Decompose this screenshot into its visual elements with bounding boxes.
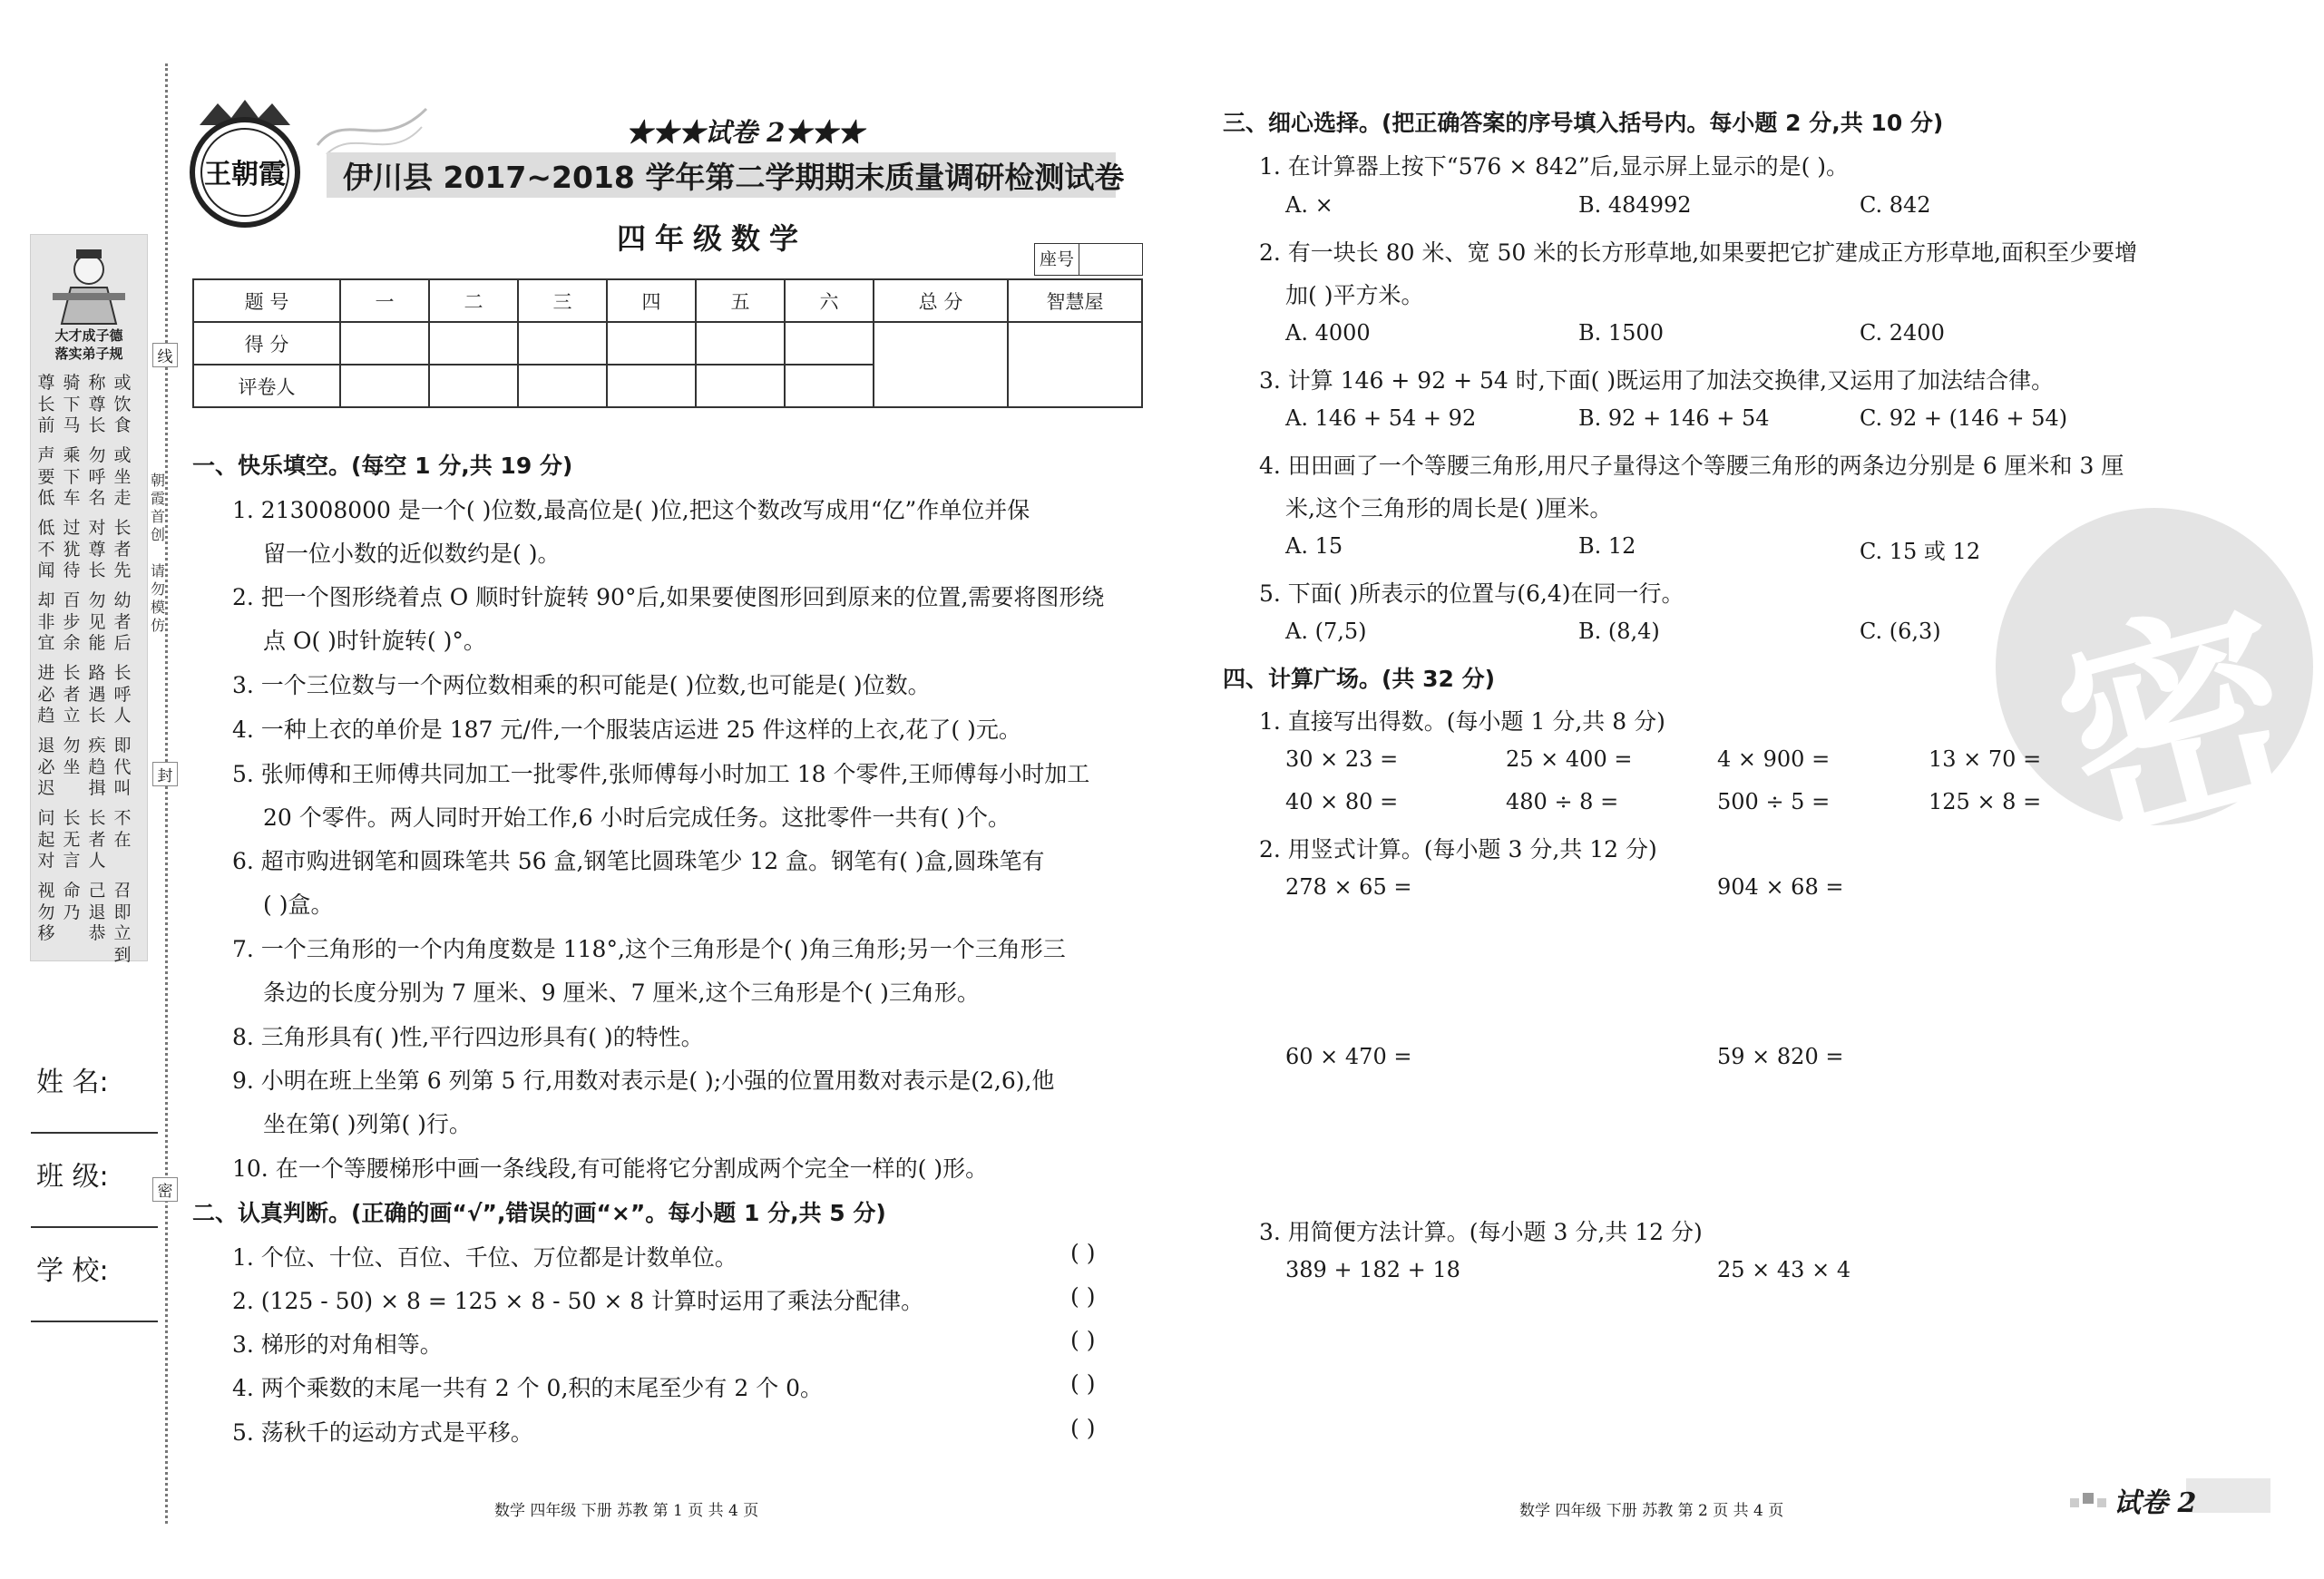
corner-band [2186, 1478, 2270, 1513]
poem-column: 命乃 [63, 881, 81, 922]
table-header-cell: 三 [518, 279, 607, 322]
simplify-calc-item: 389 + 182 + 18 [1285, 1257, 1460, 1282]
table-header-row [193, 279, 1142, 322]
poem-column: 即代叫 [113, 736, 132, 798]
fill-question-line: 4. 一种上衣的单价是 187 元/件,一个服装店运进 25 件这样的上衣,花了( )元。 [232, 716, 1021, 743]
choice-option[interactable]: C. 92 + (146 + 54) [1860, 405, 2068, 431]
bonus-cell[interactable] [1008, 322, 1142, 407]
cut-mark-seal: 封 [152, 762, 178, 786]
cut-mark-secret: 密 [152, 1177, 178, 1202]
judge-item: 2. (125 - 50) × 8 = 125 × 8 - 50 × 8 计算时运用了乘法分配律。 [232, 1288, 924, 1314]
section2-title: 二、认真判断。(正确的画“√”,错误的画“×”。每小题 1 分,共 5 分) [192, 1200, 886, 1226]
poem-column: 低不闻 [37, 518, 55, 580]
poem-column: 路遇长 [88, 663, 106, 726]
grader-cell[interactable] [785, 365, 874, 407]
score-table [192, 278, 1143, 408]
table-header-cell: 一 [340, 279, 429, 322]
poem-column: 百步余 [63, 590, 81, 653]
brand-logo [181, 98, 308, 234]
poem-column: 召即立到 [113, 881, 132, 965]
table-header-cell: 四 [607, 279, 696, 322]
choice-stem: 3. 计算 146 + 92 + 54 时,下面( )既运用了加法交换律,又运用了加法结合律。 [1259, 367, 2055, 394]
choice-option[interactable]: A. 15 [1285, 533, 1343, 559]
choice-stem: 1. 在计算器上按下“576 × 842”后,显示屏上显示的是( )。 [1259, 153, 1850, 180]
vertical-calc-item: 60 × 470 = [1285, 1044, 1412, 1069]
fill-question-line: 20 个零件。两人同时开始工作,6 小时后完成任务。这批零件一共有( )个。 [263, 804, 1011, 831]
judge-answer-box[interactable]: ( ) [1070, 1283, 1096, 1310]
binding-dotted-line [165, 63, 168, 1524]
grader-cell[interactable] [340, 365, 429, 407]
motto-line-2: 落实弟子规 [54, 346, 123, 362]
grader-cell[interactable] [518, 365, 607, 407]
poem-column: 声要低 [37, 445, 55, 508]
fill-question-line: 7. 一个三角形的一个内角度数是 118°,这个三角形是个( )角三角形;另一个三角形三 [232, 936, 1066, 962]
poem-column: 骑下马 [63, 373, 81, 435]
table-header-cell: 总 分 [874, 279, 1008, 322]
seal-char: 密 [2034, 569, 2321, 883]
corner-paper-label: 试卷 2 [2114, 1487, 2197, 1519]
poem-column: 称尊长 [88, 373, 106, 435]
oral-calc-item: 13 × 70 = [1929, 746, 2042, 772]
judge-answer-box[interactable]: ( ) [1070, 1370, 1096, 1397]
score-cell[interactable] [518, 322, 607, 365]
table-header-cell: 题 号 [193, 279, 340, 322]
vertical-calc-item: 904 × 68 = [1717, 874, 1844, 900]
poem-column: 却非宜 [37, 590, 55, 653]
fill-question-line: 坐在第( )列第( )行。 [263, 1111, 472, 1137]
choice-option[interactable]: C. 15 或 12 [1860, 539, 1981, 564]
section4-title: 四、计算广场。(共 32 分) [1223, 666, 1496, 692]
choice-option[interactable]: B. (8,4) [1578, 619, 1660, 644]
choice-stem: 2. 有一块长 80 米、宽 50 米的长方形草地,如果要把它扩建成正方形草地,面积至少要增 [1259, 239, 2138, 266]
simplify-calc-item: 25 × 43 × 4 [1717, 1257, 1851, 1282]
poem-column: 勿见能 [88, 590, 106, 653]
score-cell[interactable] [785, 322, 874, 365]
choice-option[interactable]: A. 146 + 54 + 92 [1285, 405, 1477, 431]
table-row-label: 评卷人 [193, 365, 340, 407]
calc-part-title: 3. 用简便方法计算。(每小题 3 分,共 12 分) [1259, 1219, 1703, 1245]
subject-title: 四年级数学 [617, 221, 808, 256]
footer-right: 数学 四年级 下册 苏教 第 2 页 共 4 页 [1519, 1502, 1784, 1520]
table-header-cell: 二 [429, 279, 518, 322]
poem-column: 或坐走 [113, 445, 132, 508]
score-cell[interactable] [696, 322, 785, 365]
grader-cell[interactable] [607, 365, 696, 407]
poem-column: 己退恭 [88, 881, 106, 943]
table-header-cell: 五 [696, 279, 785, 322]
grader-cell[interactable] [429, 365, 518, 407]
name-field[interactable] [31, 1132, 158, 1134]
fill-question-line: 3. 一个三位数与一个两位数相乘的积可能是( )位数,也可能是( )位数。 [232, 672, 931, 698]
poem-column: 过犹待 [63, 518, 81, 580]
motto-line-1: 大才成子德 [54, 327, 123, 344]
vertical-calc-item: 278 × 65 = [1285, 874, 1412, 900]
score-cell[interactable] [607, 322, 696, 365]
oral-calc-item: 40 × 80 = [1285, 789, 1399, 814]
total-cell[interactable] [874, 322, 1008, 407]
fill-question-line: 8. 三角形具有( )性,平行四边形具有( )的特性。 [232, 1024, 704, 1050]
oral-calc-item: 500 ÷ 5 = [1717, 789, 1831, 814]
copyright-note: 请勿模仿 [150, 562, 165, 634]
choice-option[interactable]: B. 484992 [1578, 192, 1692, 218]
fill-question-line: 9. 小明在班上坐第 6 列第 5 行,用数对表示是( );小强的位置用数对表示是(2,6),他 [232, 1067, 1055, 1094]
choice-option[interactable]: A. × [1285, 192, 1333, 218]
poem-column: 幼者后 [113, 590, 132, 653]
fill-question-line: 5. 张师傅和王师傅共同加工一批零件,张师傅每小时加工 18 个零件,王师傅每小时加工 [232, 761, 1090, 787]
judge-item: 5. 荡秋千的运动方式是平移。 [232, 1419, 533, 1446]
oral-calc-item: 480 ÷ 8 = [1506, 789, 1619, 814]
poem-column: 视勿移 [37, 881, 55, 943]
poem-column: 长者人 [88, 808, 106, 871]
oral-calc-item: 125 × 8 = [1929, 789, 2042, 814]
fill-question-line: 6. 超市购进钢笔和圆珠笔共 56 盒,钢笔比圆珠笔少 12 盒。钢笔有( )盒,圆珠笔有 [232, 848, 1045, 874]
poem-column: 对尊长 [88, 518, 106, 580]
choice-option[interactable]: B. 92 + 146 + 54 [1578, 405, 1770, 431]
choice-option[interactable]: A. 4000 [1285, 320, 1371, 346]
paper-number: ★★★试卷 2★★★ [626, 117, 864, 148]
seat-label: 座号 [1035, 244, 1079, 275]
judge-item: 1. 个位、十位、百位、千位、万位都是计数单位。 [232, 1244, 737, 1271]
name-label: 姓 名: [36, 1067, 109, 1098]
table-row [193, 322, 1142, 365]
judge-item: 4. 两个乘数的末尾一共有 2 个 0,积的末尾至少有 2 个 0。 [232, 1375, 824, 1401]
corner-squares-icon [2068, 1486, 2110, 1511]
rules-strip [30, 234, 148, 965]
table-row-label: 得 分 [193, 322, 340, 365]
footer-left: 数学 四年级 下册 苏教 第 1 页 共 4 页 [494, 1502, 759, 1520]
section3-title: 三、细心选择。(把正确答案的序号填入括号内。每小题 2 分,共 10 分) [1223, 110, 1944, 136]
grader-cell[interactable] [696, 365, 785, 407]
choice-stem: 加( )平方米。 [1285, 282, 1424, 308]
school-field[interactable] [31, 1321, 158, 1322]
watermark-seal [1996, 508, 2321, 883]
poem-column: 不在 [113, 808, 132, 850]
cut-mark-line: 线 [152, 343, 178, 367]
seat-box [1034, 243, 1143, 276]
oral-calc-item: 4 × 900 = [1717, 746, 1831, 772]
section1-title: 一、快乐填空。(每空 1 分,共 19 分) [192, 453, 573, 479]
calc-part-title: 2. 用竖式计算。(每小题 3 分,共 12 分) [1259, 836, 1657, 863]
poem-column: 或饮食 [113, 373, 132, 435]
choice-option[interactable]: B. 12 [1578, 533, 1636, 559]
poem-column: 疾趋揖 [88, 736, 106, 798]
poem-column: 进必趋 [37, 663, 55, 726]
class-label: 班 级: [36, 1161, 109, 1193]
table-header-cell: 智慧屋 [1008, 279, 1142, 322]
table-header-cell: 六 [785, 279, 874, 322]
judge-answer-box[interactable]: ( ) [1070, 1240, 1096, 1266]
poem-column: 长无言 [63, 808, 81, 871]
poem-column: 乘下车 [63, 445, 81, 508]
fill-question-line: 点 O( )时针旋转( )°。 [263, 628, 486, 654]
school-label: 学 校: [36, 1255, 109, 1287]
poem-column: 退必迟 [37, 736, 55, 798]
choice-stem: 5. 下面( )所表示的位置与(6,4)在同一行。 [1259, 580, 1684, 607]
choice-stem: 4. 田田画了一个等腰三角形,用尺子量得这个等腰三角形的两条边分别是 6 厘米和 3 厘 [1259, 453, 2124, 479]
fill-question-line: 10. 在一个等腰梯形中画一条线段,有可能将它分割成两个完全一样的( )形。 [232, 1155, 989, 1182]
vertical-calc-item: 59 × 820 = [1717, 1044, 1844, 1069]
poem-column: 尊长前 [37, 373, 55, 435]
fill-question-line: ( )盒。 [263, 892, 334, 918]
poem-column: 长者先 [113, 518, 132, 580]
calc-part-title: 1. 直接写出得数。(每小题 1 分,共 8 分) [1259, 708, 1665, 735]
poem-column: 长者立 [63, 663, 81, 726]
poem-column: 问起对 [37, 808, 55, 871]
oral-calc-item: 25 × 400 = [1506, 746, 1633, 772]
choice-option[interactable]: B. 1500 [1578, 320, 1664, 346]
score-cell[interactable] [429, 322, 518, 365]
poem-column: 勿呼名 [88, 445, 106, 508]
choice-stem: 米,这个三角形的周长是( )厘米。 [1285, 495, 1613, 521]
choice-option[interactable]: A. (7,5) [1285, 619, 1367, 644]
judge-answer-box[interactable]: ( ) [1070, 1415, 1096, 1441]
scholar-figure-icon [49, 242, 129, 326]
oral-calc-item: 30 × 23 = [1285, 746, 1399, 772]
poem-column: 勿坐 [63, 736, 81, 777]
fill-question-line: 1. 213008000 是一个( )位数,最高位是( )位,把这个数改写成用“亿”作单位并保 [232, 497, 1030, 523]
fill-question-line: 2. 把一个图形绕着点 O 顺时针旋转 90°后,如果要使图形回到原来的位置,需要将图形绕 [232, 584, 1105, 610]
choice-option[interactable]: C. 842 [1860, 192, 1931, 218]
copyright-note: 朝霞首创 [150, 472, 165, 543]
choice-option[interactable]: C. (6,3) [1860, 619, 1941, 644]
class-field[interactable] [31, 1226, 158, 1228]
poem-column: 长呼人 [113, 663, 132, 726]
choice-option[interactable]: C. 2400 [1860, 320, 1945, 346]
fill-question-line: 条边的长度分别为 7 厘米、9 厘米、7 厘米,这个三角形是个( )三角形。 [263, 980, 980, 1006]
score-cell[interactable] [340, 322, 429, 365]
logo-text: 王朝霞 [204, 159, 286, 190]
judge-item: 3. 梯形的对角相等。 [232, 1331, 443, 1358]
fill-question-line: 留一位小数的近似数约是( )。 [263, 541, 561, 567]
exam-title: 伊川县 2017~2018 学年第二学期期末质量调研检测试卷 [343, 160, 1125, 195]
judge-answer-box[interactable]: ( ) [1070, 1327, 1096, 1353]
